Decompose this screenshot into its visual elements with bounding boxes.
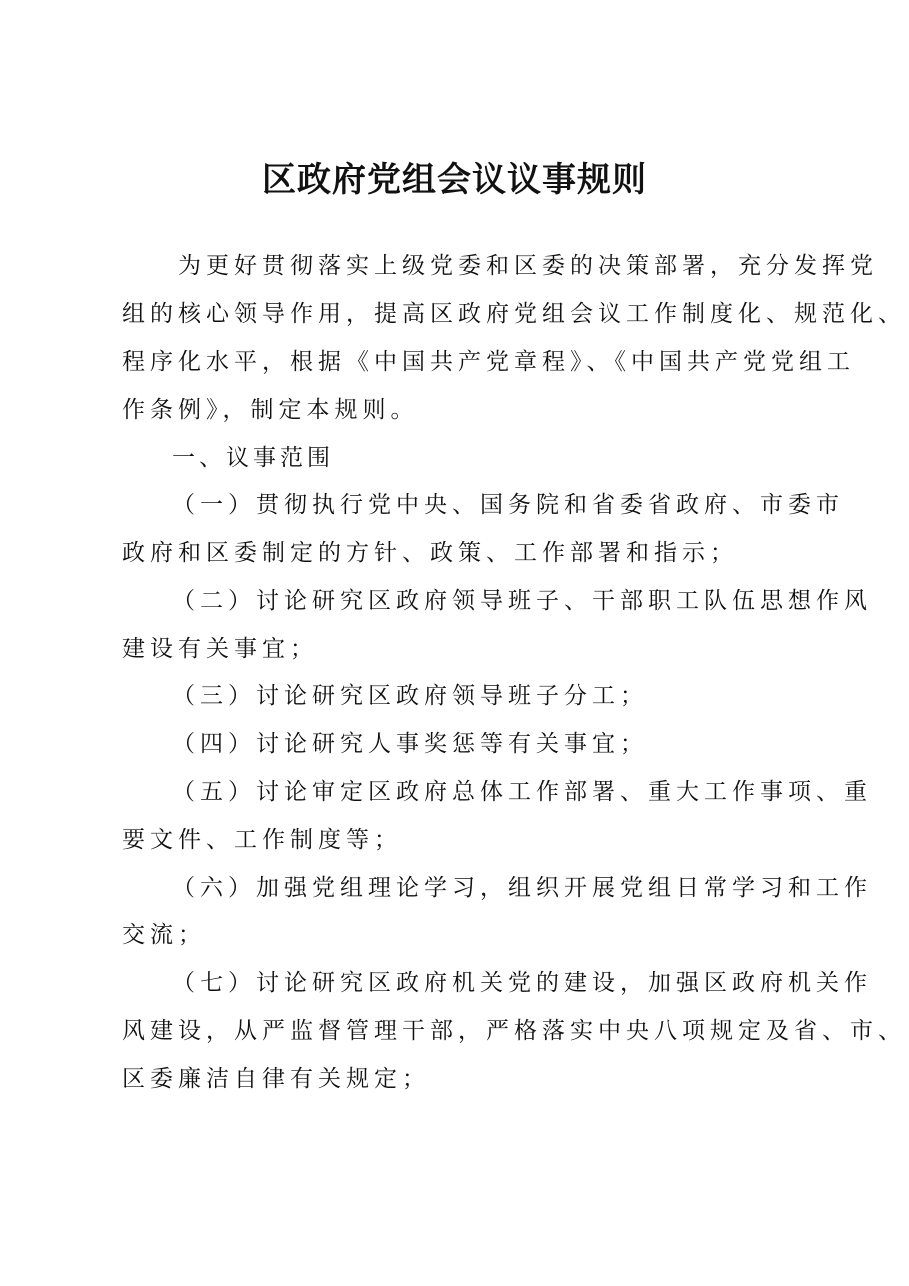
item-5-line-1: （五）讨论审定区政府总体工作部署、重大工作事项、重 [172, 779, 872, 805]
item-6-line-2: 交流； [122, 922, 206, 948]
item-7-line-3: 区委廉洁自律有关规定； [122, 1066, 430, 1092]
intro-line-4: 作条例》，制定本规则。 [122, 397, 419, 423]
item-4-line-1: （四）讨论研究人事奖惩等有关事宜； [172, 731, 648, 757]
item-3-line-1: （三）讨论研究区政府领导班子分工； [172, 683, 648, 709]
item-2-line-1: （二）讨论研究区政府领导班子、干部职工队伍思想作风 [172, 588, 872, 614]
item-6-line-1: （六）加强党组理论学习，组织开展党组日常学习和工作 [172, 875, 872, 901]
item-1-line-1: （一）贯彻执行党中央、国务院和省委省政府、市委市 [172, 492, 844, 518]
intro-line-1: 为更好贯彻落实上级党委和区委的决策部署，充分发挥党 [178, 253, 878, 279]
item-1-line-2: 政府和区委制定的方针、政策、工作部署和指示； [122, 540, 738, 566]
item-2-line-2: 建设有关事宜； [122, 636, 318, 662]
item-7-line-2: 风建设，从严监督管理干部，严格落实中央八项规定及省、市、 [122, 1018, 906, 1044]
item-7-line-1: （七）讨论研究区政府机关党的建设，加强区政府机关作 [172, 970, 872, 996]
item-5-line-2: 要文件、工作制度等； [122, 827, 402, 853]
document-title: 区政府党组会议议事规则 [262, 160, 647, 200]
section-heading: 一、议事范围 [172, 445, 334, 471]
intro-line-2: 组的核心领导作用，提高区政府党组会议工作制度化、规范化、 [122, 301, 906, 327]
intro-line-3: 程序化水平，根据《中国共产党章程》、《中国共产党党组工 [122, 349, 855, 375]
